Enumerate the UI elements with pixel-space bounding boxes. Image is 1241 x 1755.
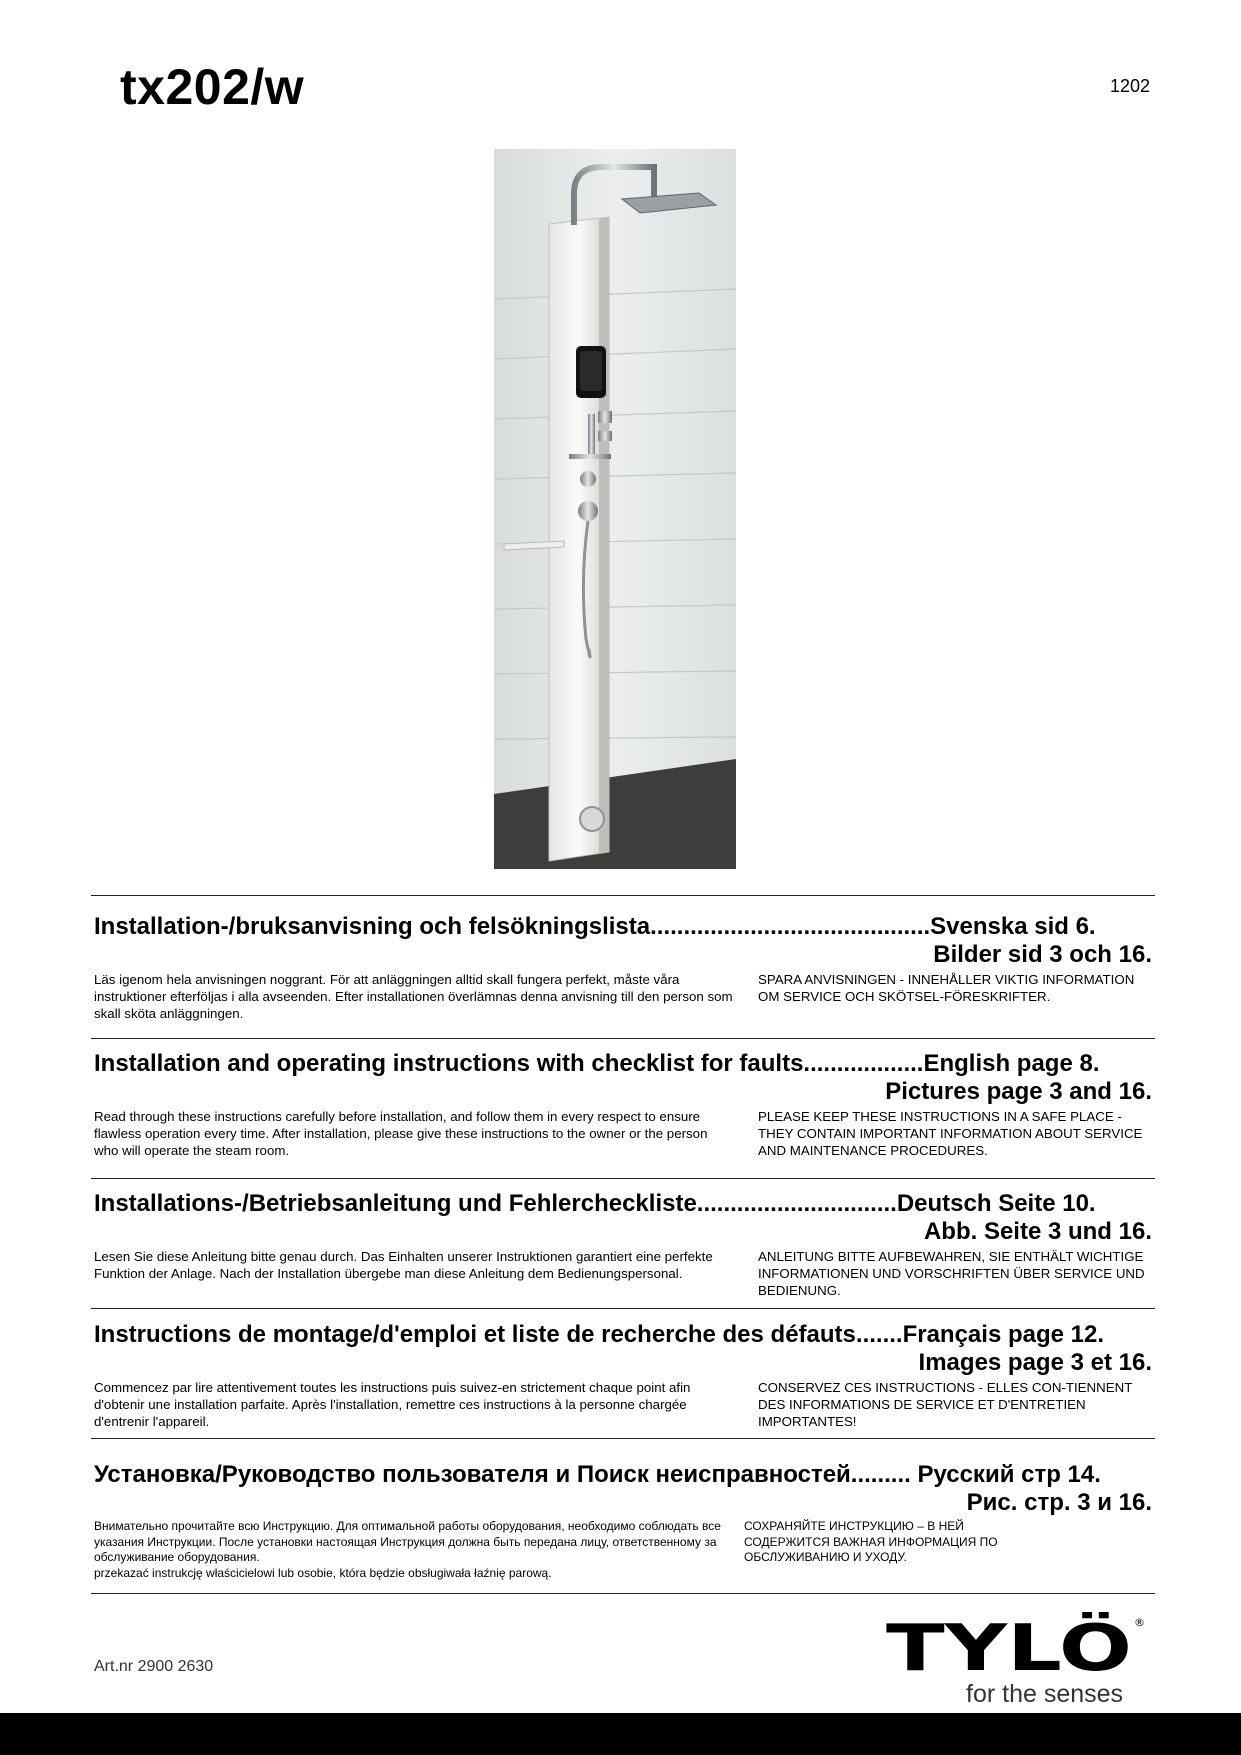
section-russian: [94, 1461, 1152, 1589]
section-body-extra: przekazać instrukcję właścicielowi lub osobie, która będzie obsługiwała łaźnię parową.: [94, 1565, 552, 1580]
shower-holder: [598, 411, 612, 423]
section-german: [94, 1190, 1152, 1312]
drain-knob: [580, 807, 604, 831]
section-swedish: [94, 913, 1152, 1035]
display-screen: [580, 351, 602, 391]
section-title: Instructions de montage/d'emploi et liste de recherche des défauts.......Français page 12.: [94, 1321, 1105, 1348]
section-french: [94, 1321, 1152, 1443]
product-model-title: tx202/w: [120, 59, 305, 115]
section-divider: [91, 1038, 1155, 1039]
tylo-wordmark: [886, 1612, 1148, 1676]
section-body: Lesen Sie diese Anleitung bitte genau durch. Das Einhalten unserer Instruktionen garantiert eine perfekte Funktion der Anlage. Nach der Installation übergebe man diese Anleitung dem Bedienungspersonal.: [94, 1249, 713, 1281]
hand-shower: [588, 414, 595, 456]
section-title: Installation-/bruksanvisning och felsökningslista..........................................Svenska sid 6.: [94, 913, 1096, 940]
section-note: PLEASE KEEP THESE INSTRUCTIONS IN A SAFE PLACE - THEY CONTAIN IMPORTANT INFORMATION ABOUT SERVICE AND MAINTENANCE PROCEDURES.: [758, 1109, 1143, 1158]
section-english: [94, 1050, 1152, 1172]
section-subtitle: Bilder sid 3 och 16.: [933, 941, 1152, 968]
registered-mark: ®: [1134, 1616, 1145, 1629]
section-body: Внимательно прочитайте всю Инструкцию. Для оптимальной работы оборудования, необходимо соблюдать все указания Инструкции. После установки настоящая Инструкция должна быть передана лицу, ответственному за обслуживание оборудования.: [94, 1519, 721, 1564]
section-divider: [91, 1178, 1155, 1179]
section-divider: [91, 1438, 1155, 1439]
section-subtitle: Рис. стр. 3 и 16.: [966, 1489, 1152, 1516]
section-subtitle: Abb. Seite 3 und 16.: [923, 1218, 1152, 1245]
section-title: Installations-/Betriebsanleitung und Fehlercheckliste..............................Deutsch Seite 10.: [94, 1190, 1096, 1217]
section-body: Read through these instructions carefully before installation, and follow them in every respect to ensure flawless operation every time. After installation, please give these instructions to the owner or the person who will operate the steam room.: [94, 1109, 708, 1158]
section-title: Installation and operating instructions with checklist for faults..................English page 8.: [94, 1050, 1100, 1077]
diverter-button: [598, 431, 612, 441]
section-subtitle: Images page 3 et 16.: [918, 1349, 1152, 1376]
section-divider: [91, 895, 1155, 896]
section-divider: [91, 1593, 1155, 1594]
valve-knob-upper: [580, 471, 596, 487]
section-subtitle: Pictures page 3 and 16.: [885, 1078, 1152, 1105]
panel-side: [599, 217, 609, 854]
section-divider: [91, 1308, 1155, 1309]
section-note: SPARA ANVISNINGEN - INNEHÅLLER VIKTIG INFORMATION OM SERVICE OCH SKÖTSEL-FÖRESKRIFTER.: [758, 972, 1135, 1004]
slide-bar-bracket: [569, 454, 611, 459]
section-title: Установка/Руководство пользователя и Поиск неисправностей......... Русский стр 14.: [94, 1461, 1101, 1488]
section-body: Commencez par lire attentivement toutes les instructions puis suivez-en strictement chaque point afin d'obtenir une installation parfaite. Après l'installation, remettre ces instructions à la personne chargée d'entrenir l'appareil.: [94, 1380, 691, 1429]
section-note: ANLEITUNG BITTE AUFBEWAHREN, SIE ENTHÄLT WICHTIGE INFORMATIONEN UND VORSCHRIFTEN ÜBER SERVICE UND BEDIENUNG.: [758, 1249, 1145, 1298]
section-note: CONSERVEZ CES INSTRUCTIONS - ELLES CON-TIENNENT DES INFORMATIONS DE SERVICE ET D'ENTRETIEN IMPORTANTES!: [758, 1380, 1133, 1429]
section-body: Läs igenom hela anvisningen noggrant. För att anläggningen alltid skall fungera perfekt, måste våra instruktioner efterföljas i alla avseenden. Efter installationen överlämnas denna anvisning till den person som skall sköta anläggningen.: [94, 972, 733, 1021]
product-photo: [494, 149, 736, 869]
valve-knob-lower: [578, 501, 598, 521]
article-number: Art.nr 2900 2630: [94, 1658, 214, 1675]
brand-name: TYLÖ: [886, 1612, 1069, 1676]
brand-tagline: for the senses: [966, 1680, 1124, 1708]
document-revision: 1202: [1109, 76, 1150, 96]
wall-background: [494, 149, 736, 869]
section-note: СОХРАНЯЙТЕ ИНСТРУКЦИЮ – В НЕЙ СОДЕРЖИТСЯ ВАЖНАЯ ИНФОРМАЦИЯ ПО ОБСЛУЖИВАНИЮ И УХОДУ.: [744, 1519, 998, 1564]
bottom-bar: [0, 1713, 1241, 1755]
